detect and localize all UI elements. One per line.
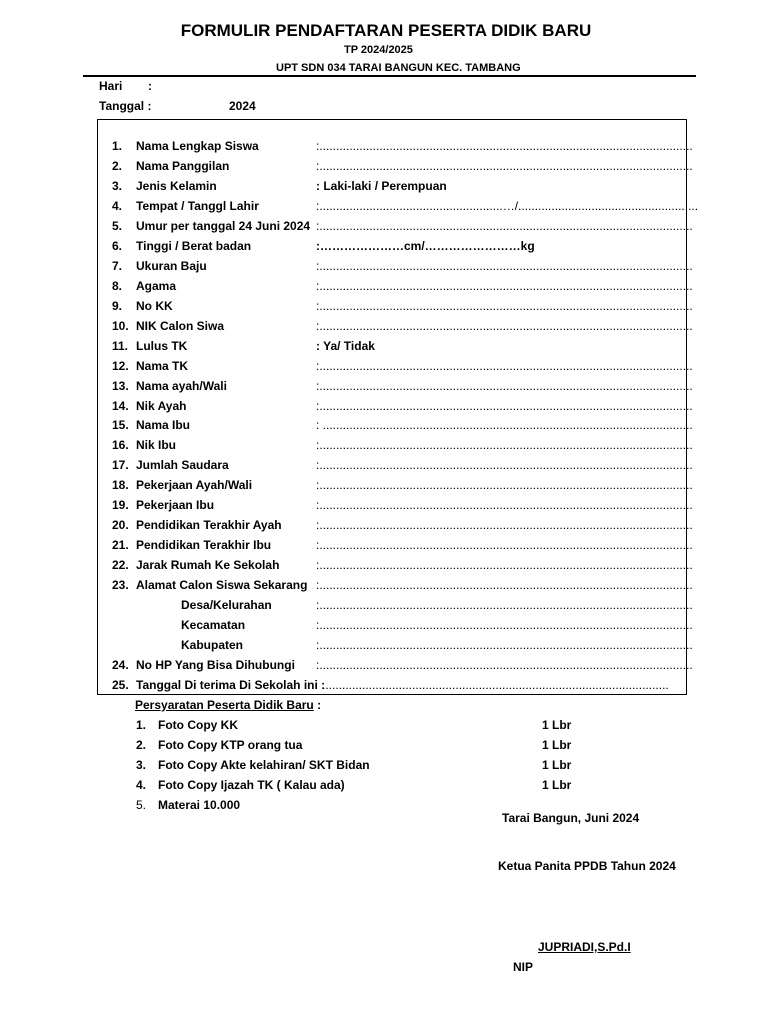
form-row-fill-line[interactable]: :................................................................................................................	[316, 159, 693, 173]
form-row-label: Lulus TK	[136, 339, 188, 353]
form-row-label: Nama Ibu	[136, 418, 191, 432]
tanggal-value: 2024	[229, 99, 256, 113]
form-row-number: 21.	[112, 538, 129, 552]
form-row-label: Tanggal Di terima Di Sekolah ini :	[136, 678, 326, 692]
tanggal-label: Tanggal :	[99, 99, 152, 113]
form-row-number: 15.	[112, 418, 129, 432]
form-row-label: Pekerjaan Ayah/Wali	[136, 478, 253, 492]
form-row-label: Jenis Kelamin	[136, 179, 217, 193]
form-row-fill-line[interactable]: :…………………cm/……………………kg	[316, 239, 535, 253]
form-row-label: Pendidikan Terakhir Ayah	[136, 518, 282, 532]
form-row-fill-line[interactable]: :................................................................................................................	[316, 618, 693, 632]
form-row-label: Jumlah Saudara	[136, 458, 229, 472]
form-row-fill-line[interactable]: ........................................................................................................	[322, 678, 669, 692]
form-row-number: 19.	[112, 498, 129, 512]
form-title: FORMULIR PENDAFTARAN PESERTA DIDIK BARU	[180, 21, 592, 40]
form-row-number: 18.	[112, 478, 129, 492]
form-row-label: Nik Ibu	[136, 438, 177, 452]
requirements-heading	[135, 698, 321, 712]
signature-name: JUPRIADI,S.Pd.I	[538, 940, 631, 954]
form-row-number: 20.	[112, 518, 129, 532]
signature-nip: NIP	[513, 960, 534, 974]
form-row-fill-line[interactable]: :................................................................................................................	[316, 399, 693, 413]
form-row-fill-line[interactable]: :................................................................................................................	[316, 279, 693, 293]
form-row-fill-line[interactable]: :................................................................................................................	[316, 538, 693, 552]
form-row-fill-line[interactable]: :................................................................................................................	[316, 638, 693, 652]
form-row-label: No KK	[136, 299, 173, 313]
form-row-fill-line[interactable]: : Laki-laki / Perempuan	[316, 179, 447, 193]
form-row-fill-line[interactable]: :................................................................................................................	[316, 558, 693, 572]
form-row-number: 14.	[112, 399, 129, 413]
header-divider	[83, 75, 696, 77]
form-row-fill-line[interactable]: :................................................................................................................	[316, 578, 693, 592]
hari-label: Hari	[99, 79, 123, 93]
form-row-fill-line[interactable]: :................................................................................................................	[316, 498, 693, 512]
school-year: TP 2024/2025	[344, 44, 413, 56]
signature-place-date: Tarai Bangun, Juni 2024	[502, 811, 640, 825]
form-row-label: Jarak Rumah Ke Sekolah	[136, 558, 280, 572]
form-row-fill-line[interactable]: : ...............................................................................................................	[316, 418, 693, 432]
form-row-number: 2.	[112, 159, 123, 173]
form-row-fill-line[interactable]: :.......................................................…/......................................................	[316, 199, 699, 213]
school-name: UPT SDN 034 TARAI BANGUN KEC. TAMBANG	[276, 62, 521, 74]
form-row-label: NIK Calon Siwa	[136, 319, 225, 333]
form-row-label: No HP Yang Bisa Dihubungi	[136, 658, 295, 672]
form-row-fill-line[interactable]: :................................................................................................................	[316, 458, 693, 472]
requirement-label: Materai 10.000	[158, 798, 241, 812]
form-row-number: 8.	[112, 279, 123, 293]
hari-colon: :	[148, 79, 152, 93]
form-row-number: 11.	[112, 339, 129, 353]
form-row-label: Nama Lengkap Siswa	[136, 139, 259, 153]
form-row-label: Kecamatan	[181, 618, 246, 632]
form-row-label: Pekerjaan Ibu	[136, 498, 215, 512]
form-row-label: Nik Ayah	[136, 399, 187, 413]
form-row-label: Ukuran Baju	[136, 259, 207, 273]
requirement-number: 2.	[136, 738, 147, 752]
requirement-label: Foto Copy KTP orang tua	[158, 738, 303, 752]
requirement-quantity: 1 Lbr	[542, 778, 572, 792]
requirement-number: 5.	[136, 798, 147, 812]
form-row-fill-line[interactable]: :................................................................................................................	[316, 219, 693, 233]
form-row-fill-line[interactable]: :................................................................................................................	[316, 299, 693, 313]
form-row-number: 25.	[112, 678, 129, 692]
requirement-number: 1.	[136, 718, 147, 732]
form-row-number: 17.	[112, 458, 129, 472]
form-row-number: 24.	[112, 658, 129, 672]
requirement-label: Foto Copy Ijazah TK ( Kalau ada)	[158, 778, 345, 792]
form-row-number: 13.	[112, 379, 129, 393]
form-row-label: Agama	[136, 279, 177, 293]
requirement-label: Foto Copy KK	[158, 718, 238, 732]
form-row-fill-line[interactable]: :................................................................................................................	[316, 518, 693, 532]
form-row-number: 23.	[112, 578, 129, 592]
signature-role: Ketua Panita PPDB Tahun 2024	[498, 859, 676, 873]
requirement-label: Foto Copy Akte kelahiran/ SKT Bidan	[158, 758, 370, 772]
form-row-number: 12.	[112, 359, 129, 373]
form-row-number: 10.	[112, 319, 129, 333]
requirement-quantity: 1 Lbr	[542, 738, 572, 752]
form-row-label: Tinggi / Berat badan	[136, 239, 252, 253]
requirement-number: 4.	[136, 778, 147, 792]
form-row-number: 22.	[112, 558, 129, 572]
form-row-number: 5.	[112, 219, 123, 233]
form-row-fill-line[interactable]: :................................................................................................................	[316, 379, 693, 393]
requirement-quantity: 1 Lbr	[542, 758, 572, 772]
form-row-label: Tempat / Tanggl Lahir	[136, 199, 259, 213]
form-row-number: 1.	[112, 139, 123, 153]
form-row-label: Nama ayah/Wali	[136, 379, 227, 393]
form-row-number: 6.	[112, 239, 123, 253]
form-row-fill-line[interactable]: : Ya/ Tidak	[316, 339, 375, 353]
form-row-label: Alamat Calon Siswa Sekarang	[136, 578, 308, 592]
requirements-heading-text: Persyaratan Peserta Didik Baru	[135, 698, 314, 712]
form-row-label: Kabupaten	[181, 638, 244, 652]
requirement-number: 3.	[136, 758, 147, 772]
requirement-quantity: 1 Lbr	[542, 718, 572, 732]
form-row-number: 9.	[112, 299, 123, 313]
form-row-number: 3.	[112, 179, 123, 193]
form-row-fill-line[interactable]: :................................................................................................................	[316, 478, 693, 492]
form-row-fill-line[interactable]: :................................................................................................................	[316, 658, 693, 672]
form-row-number: 4.	[112, 199, 123, 213]
form-row-label: Nama TK	[136, 359, 189, 373]
form-row-label: Pendidikan Terakhir Ibu	[136, 538, 272, 552]
form-row-fill-line[interactable]: :................................................................................................................	[316, 319, 693, 333]
form-row-label: Desa/Kelurahan	[181, 598, 272, 612]
form-row-fill-line[interactable]: :................................................................................................................	[316, 139, 693, 153]
form-row-number: 7.	[112, 259, 123, 273]
form-row-fill-line[interactable]: :................................................................................................................	[316, 438, 693, 452]
form-row-number: 16.	[112, 438, 129, 452]
form-row-label: Umur per tanggal 24 Juni 2024	[136, 219, 311, 233]
form-row-fill-line[interactable]: :................................................................................................................	[316, 359, 693, 373]
form-row-label: Nama Panggilan	[136, 159, 230, 173]
form-row-fill-line[interactable]: :................................................................................................................	[316, 598, 693, 612]
form-row-fill-line[interactable]: :................................................................................................................	[316, 259, 693, 273]
requirements-heading-colon: :	[313, 698, 322, 712]
